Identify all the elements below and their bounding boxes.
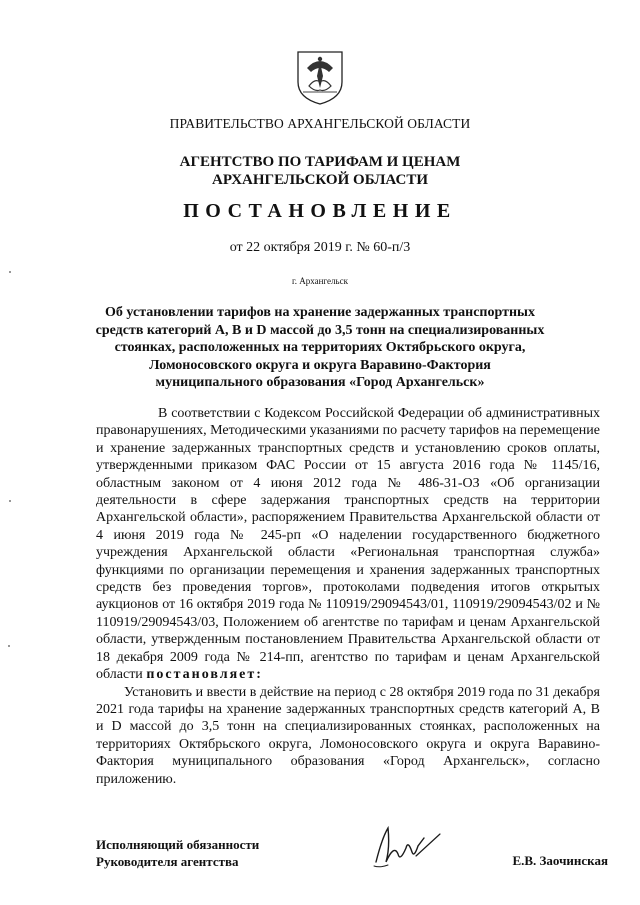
handwritten-signature [368, 818, 444, 872]
subject-line: Об установлении тарифов на хранение задержанных транспортных [105, 305, 535, 320]
agency-title-line2: АРХАНГЕЛЬСКОЙ ОБЛАСТИ [212, 172, 428, 188]
date-number: от 22 октября 2019 г. № 60-п/3 [229, 240, 411, 255]
resolves-keyword: постановляет: [146, 667, 263, 683]
scan-speck [8, 645, 10, 647]
subject-line: стоянках, расположенных на территориях Октябрьского округа, [114, 340, 526, 355]
signer-title-line2: Руководителя агентства [96, 854, 239, 869]
signer-title [96, 836, 259, 870]
body-paragraph [96, 405, 600, 684]
scan-speck [9, 500, 11, 502]
signer-title-line1: Исполняющий обязанности [96, 837, 260, 852]
subject-line: средств категорий A, B и D массой до 3,5 тонн на специализированных [95, 322, 545, 338]
document-type: ПОСТАНОВЛЕНИЕ [183, 200, 457, 222]
preamble-text: В соответствии с Кодексом Российской Федерации об административных правонарушениях, Методическими указаниями по расчету тарифов на перемещение и хранение задержанных транспортных средств и установлению сроков оплаты, утвержденными приказом ФАС России от 15 августа 2016 года № 1145/16, областным законом от 4 июня 2012 года № 486-31-ОЗ «Об организации деятельности в сфере задержания транспортных средств на территории Архангельской области», распоряжением Правительства Архангельской области от 4 июня 2019 года № 245-рп «О наделении государственного бюджетного учреждения Архангельской области «Региональная транспортная служба» функциями по организации перемещения и хранения задержанных транспортных средств без проведения торгов», протоколами подведения итогов открытых аукционов от 16 октября 2019 года № 110919/29094543/01, 110919/29094543/02 и № 110919/29094543/03, Положением об агентстве по тарифам и ценам Архангельской области, утвержденным постановлением Правительства Архангельской области от 18 декабря 2009 года № 214-пп, агентство по тарифам и ценам Архангельской области [96, 406, 600, 683]
government-title: ПРАВИТЕЛЬСТВО АРХАНГЕЛЬСКОЙ ОБЛАСТИ [169, 116, 471, 131]
subject-line: Ломоносовского округа и округа Варавино-Фактория [149, 357, 491, 373]
document-subject [90, 304, 550, 392]
document-body [96, 405, 600, 788]
coat-of-arms-icon [293, 48, 347, 106]
body-paragraph: Установить и ввести в действие на период с 28 октября 2019 года по 31 декабря 2021 года тарифы на хранение задержанных транспортных средств категорий A, B и D массой до 3,5 тонн на специализированных стоянках, расположенных на территориях Октябрьского округа, Ломоносовского округа и округа Варавино-Фактория муниципального образования «Город Архангельск», согласно приложению. [96, 684, 600, 787]
subject-line: муниципального образования «Город Архангельск» [155, 375, 485, 390]
agency-title [0, 153, 640, 189]
scan-speck [9, 271, 11, 273]
signer-name: Е.В. Заочинская [512, 853, 608, 868]
city: г. Архангельск [292, 276, 348, 286]
agency-title-line1: АГЕНТСТВО ПО ТАРИФАМ И ЦЕНАМ [179, 154, 461, 170]
